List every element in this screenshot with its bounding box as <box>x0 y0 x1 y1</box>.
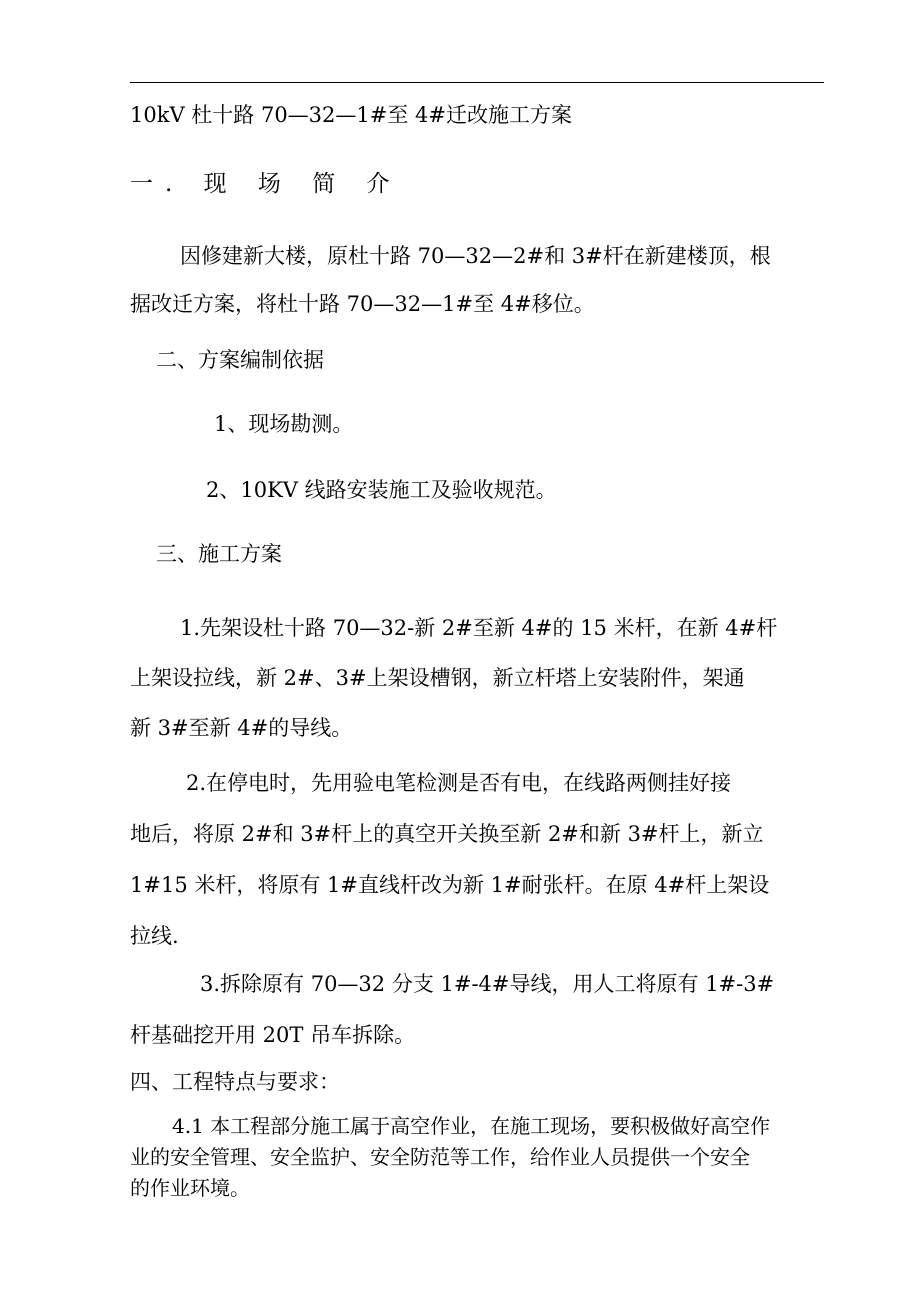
paragraph-line: 拉线. <box>130 924 179 948</box>
paragraph-line: 4.1 本工程部分施工属于高空作业，在施工现场，要积极做好高空作 <box>172 1114 771 1138</box>
paragraph-line: 地后，将原 2#和 3#杆上的真空开关换至新 2#和新 3#杆上，新立 <box>130 822 764 846</box>
section-3-heading: 三、施工方案 <box>156 542 282 566</box>
header-rule <box>130 82 824 83</box>
section-3-paragraph-3 <box>130 959 774 1061</box>
section-1-heading: 一. 现 场 简 介 <box>130 171 402 197</box>
paragraph-line: 1#15 米杆，将原有 1#直线杆改为新 1#耐张杆。在原 4#杆上架设 <box>130 873 770 897</box>
paragraph-line: 1.先架设杜十路 70—32-新 2#至新 4#的 15 米杆，在新 4#杆 <box>180 616 778 640</box>
section-2-heading: 二、方案编制依据 <box>156 348 324 372</box>
section-4-paragraph-1 <box>130 1111 770 1204</box>
section-2-item-2: 2、10KV 线路安装施工及验收规范。 <box>206 478 557 502</box>
section-4-heading: 四、工程特点与要求： <box>130 1070 340 1094</box>
paragraph-line: 2.在停电时，先用验电笔检测是否有电，在线路两侧挂好接 <box>186 771 732 795</box>
section-1-paragraph <box>130 232 771 328</box>
paragraph-line: 因修建新大楼，原杜十路 70—32—2#和 3#杆在新建楼顶，根 <box>180 244 771 268</box>
paragraph-line: 上架设拉线，新 2#、3#上架设槽钢，新立杆塔上安装附件，架通 <box>130 666 745 690</box>
paragraph-line: 新 3#至新 4#的导线。 <box>130 716 353 740</box>
paragraph-line: 的作业环境。 <box>130 1176 250 1200</box>
section-3-paragraph-1 <box>130 603 777 753</box>
section-2-item-1: 1、现场勘测。 <box>214 412 354 436</box>
paragraph-line: 业的安全管理、安全监护、安全防范等工作，给作业人员提供一个安全 <box>130 1145 750 1169</box>
paragraph-line: 3.拆除原有 70—32 分支 1#-4#导线，用人工将原有 1#-3# <box>200 972 775 996</box>
paragraph-line: 杆基础挖开用 20T 吊车拆除。 <box>130 1023 416 1047</box>
paragraph-line: 据改迁方案，将杜十路 70—32—1#至 4#移位。 <box>130 292 595 316</box>
document-title: 10kV 杜十路 70—32—1#至 4#迁改施工方案 <box>130 103 572 127</box>
section-3-paragraph-2 <box>130 758 769 962</box>
